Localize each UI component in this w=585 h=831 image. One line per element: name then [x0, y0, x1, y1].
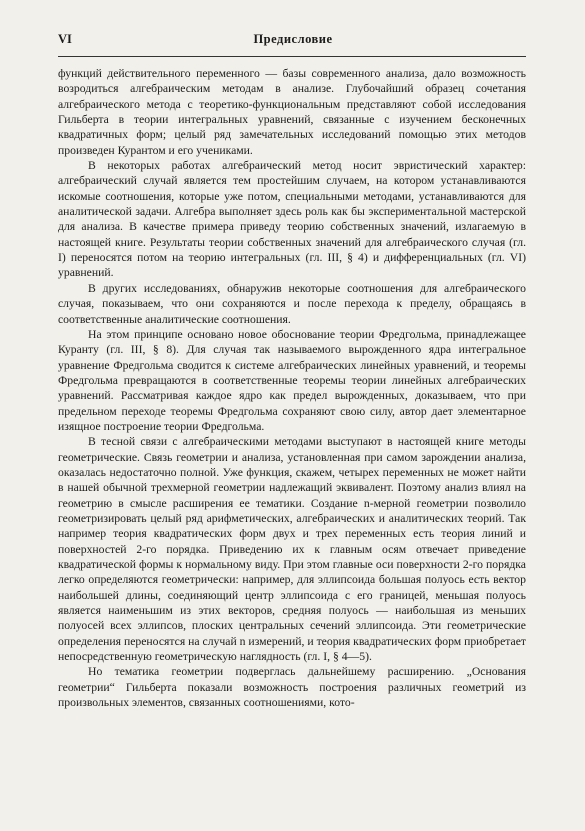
- paragraph: На этом принципе основано новое обоснование теории Фредгольма, принадлежащее Куранту (гл. III, § 8). Для случая так называемого вырожденного ядра интегральное уравнение Фредгольма сводится к системе алгебраических линейных уравнений, и теоремы Фредгольма превращаются в соответственные теоремы теории линейных алгебраических уравнений. Рассматривая каждое ядро как предел вырожденных, доказываем, что при предельном переходе теоремы Фредгольма сохраняют свою силу, автор дает элементарное изящное построение теории Фредгольма.: [58, 327, 526, 433]
- paragraph: Но тематика геометрии подверглась дальнейшему расширению. „Основания геометрии“ Гильберта показали возможность построения различных геометрий из произвольных элементов, связанных соотношениями, кото-: [58, 665, 526, 710]
- running-header: [58, 32, 528, 50]
- paragraph: В других исследованиях, обнаружив некоторые соотношения для алгебраического случая, показываем, что они сохраняются и после перехода к пределу, обращаясь в соответственные аналитические соотношения.: [58, 281, 526, 326]
- paragraph: функций действительного переменного — базы современного анализа, дало возможность возродиться алгебраическим методам в анализе. Глубочайший образец сочетания алгебраического метода с теоретико-функциональным представляют собой исследования Гильберта в теории интегральных уравнений, связанные с изучением бесконечных квадратичных форм; целый ряд замечательных исследований помощью этих методов произведен Курантом и его учениками.: [58, 67, 526, 157]
- paragraph: В тесной связи с алгебраическими методами выступают в настоящей книге методы геометрические. Связь геометрии и анализа, установленная при самом зарождении анализа, оказалась недостаточно полной. Уже функция, скажем, четырех переменных не может найти в нашей обычной трехмерной геометрии надлежащий эквивалент. Поэтому анализ влиял на геометрию в смысле расширения ее тематики. Создание n-мерной геометрии позволило геометризировать целый ряд арифметических, алгебраических и аналитических теорий. Так например теория квадратических форм двух и трех переменных есть теория линий и поверхностей 2-го порядка. Приведению их к главным осям отвечает приведение квадратической формы к нормальному виду. При этом главные оси поверхности 2-го порядка легко определяются геометрически: например, для эллипсоида большая полуось есть вектор наибольшей длины, соединяющий центр эллипсоида с его границей, меньшая полуось является наименьшим из этих векторов, средняя полуось — наибольшая из меньших полуосей всех эллипсов, плоских центральных сечений эллипсоида. Эти геометрические определения переносятся на случай n измерений, и теория квадратических форм приобретает непосредственную геометрическую наглядность (гл. I, § 4—5).: [58, 435, 526, 664]
- running-title: Предисловие: [253, 32, 333, 46]
- page-number: VI: [58, 32, 72, 46]
- header-rule: [58, 56, 526, 57]
- page-body: [58, 66, 526, 710]
- paragraph: В некоторых работах алгебраический метод носит эвристический характер: алгебраический случай является тем простейшим случаем, на котором устанавливаются искомые соотношения, которые уже потом, специальными методами, устанавливаются для аналитической задачи. Алгебра выполняет здесь роль как бы экспериментальной мастерской для анализа. В качестве примера приведу теорию собственных значений, излагаемую в настоящей книге. Результаты теории собственных значений для алгебраического случая (гл. I) переносятся потом на теорию интегральных (гл. III, § 4) и дифференциальных (гл. VI) уравнений.: [58, 159, 526, 280]
